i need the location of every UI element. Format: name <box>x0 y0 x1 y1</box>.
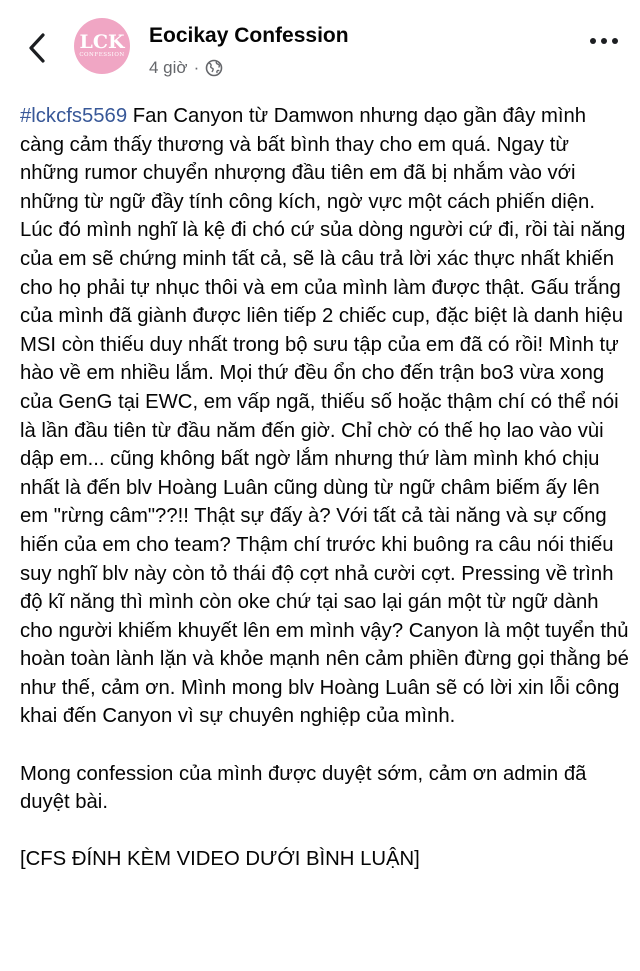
more-dot <box>601 38 607 44</box>
chevron-left-icon <box>26 32 48 64</box>
meta-separator: · <box>193 58 200 77</box>
post-closing: Mong confession của mình được duyệt sớm, cảm ơn admin đã duyệt bài. <box>20 762 587 814</box>
post-body-paragraph <box>20 102 630 731</box>
back-button[interactable] <box>22 30 52 66</box>
globe-icon[interactable] <box>205 59 223 77</box>
post-meta <box>149 58 223 78</box>
more-options-button[interactable] <box>590 38 618 44</box>
more-dot <box>612 38 618 44</box>
post-header <box>0 0 640 100</box>
post-body: Fan Canyon từ Damwon nhưng dạo gần đây mình càng cảm thấy thương và bất bình thay cho em quá. Ngay từ những rumor chuyển nhượng đầu tiên em đã bị nhắm vào với những từ ngữ đầy tính công kích, ngờ vực một cách phiến diện. Lúc đó mình nghĩ là kệ đi chó cứ sủa dòng người cứ đi, rồi tài năng của em sẽ chứng minh tất cả, sẽ là câu trả lời xác thực nhất khiến cho họ phải tự nhục thôi và em của mình làm được thật. Gấu trắng của mình đã giành được liên tiếp 2 chiếc cup, đặc biệt là danh hiệu MSI còn thiếu duy nhất trong bộ sưu tập của em đã có rồi! Mình tự hào về em nhiều lắm. Mọi thứ đều ổn cho đến trận bo3 vừa xong của GenG tại EWC, em vấp ngã, thiếu số hoặc thậm chí có thể nói là lần đầu tiên từ đầu năm đến giờ. Chỉ chờ có thế họ lao vào vùi dập em... cũng không bất ngờ lắm nhưng thứ làm mình khó chịu nhất là đến blv Hoàng Luân cũng dùng từ ngữ châm biếm ấy lên em "rừng câm"??!! Thật sự đấy à? Với tất cả tài năng và sự cống hiến của em cho team? Thậm chí trước khi buông ra câu nói thiếu suy nghĩ blv này còn tỏ thái độ cợt nhả cười cợt. Pressing về trình độ kĩ năng thì mình còn oke chứ tại sao lại gán một từ ngữ dành cho người khiếm khuyết lên em mình vậy? Canyon là một tuyển thủ hoàn toàn lành lặn và khỏe mạnh nên cảm phiền đừng gọi thằng bé như thế, cảm ơn. Mình mong blv Hoàng Luân sẽ có lời xin lỗi công khai đến Canyon vì sự chuyên nghiệp của mình. <box>20 105 629 728</box>
logo-subtext: CONFESSION <box>79 52 125 58</box>
page-avatar[interactable] <box>74 18 130 74</box>
post-time[interactable]: 4 giờ <box>149 58 188 77</box>
more-dot <box>590 38 596 44</box>
avatar-logo <box>79 33 124 59</box>
post-content <box>20 102 630 874</box>
post-footer-note: [CFS ĐÍNH KÈM VIDEO DƯỚI BÌNH LUẬN] <box>20 848 420 871</box>
logo-text: LCK <box>79 31 125 53</box>
post-hashtag[interactable]: #lckcfs5569 <box>20 105 128 127</box>
page-name[interactable]: Eocikay Confession <box>149 24 349 47</box>
